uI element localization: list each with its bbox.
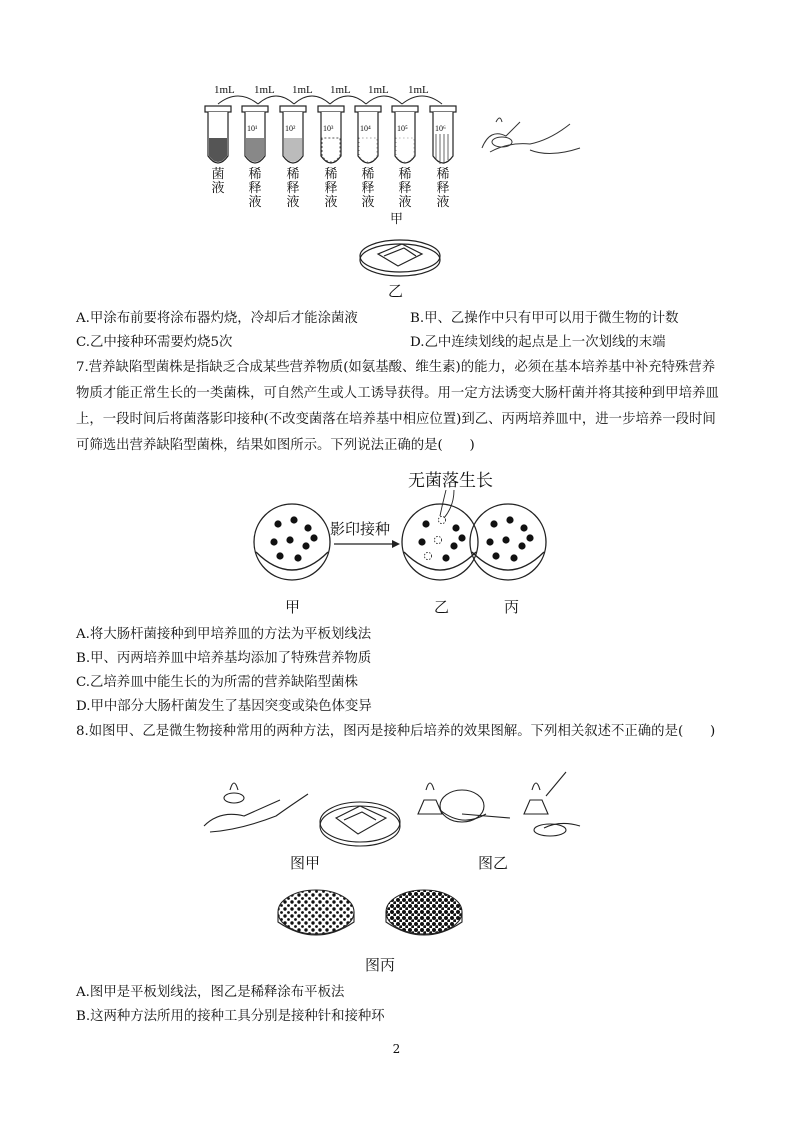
no-colony-label: 无菌落生长 (408, 471, 493, 491)
tube-column-label: 稀释液 (436, 167, 450, 210)
tube-label: 10³ (323, 124, 334, 133)
volume-label: 1mL (330, 84, 351, 96)
q7-option-c: C.乙培养皿中能生长的为所需的营养缺陷型菌株 (76, 675, 358, 690)
q6-option-a: A.甲涂布前要将涂布器灼烧，冷却后才能涂菌液 (76, 311, 358, 326)
inoculation-drawing (200, 770, 590, 860)
q7-option-a: A.将大肠杆菌接种到甲培养皿的方法为平板划线法 (76, 627, 372, 642)
figure-label-tubing: 图丙 (365, 956, 396, 974)
tube-label: 10¹ (247, 124, 258, 133)
culture-result-drawing (276, 886, 476, 948)
figure-label-tujia: 图甲 (290, 854, 321, 872)
q6-option-c: C.乙中接种环需要灼烧5次 (76, 335, 233, 350)
figure-label-jia: 甲 (390, 212, 404, 227)
volume-label: 1mL (368, 84, 389, 96)
culture-result-figure (276, 886, 476, 948)
plate-label-bing: 丙 (504, 598, 520, 616)
volume-label: 1mL (292, 84, 313, 96)
q7-stem: 7.营养缺陷型菌株是指缺乏合成某些营养物质(如氨基酸、维生素)的能力，必须在基本培养基中补充特殊营养物质才能正常生长的一类菌株，可自然产生或人工诱导获得。用一定方法诱变大肠杆菌并将其接种到甲培养皿上，一段时间后将菌落影印接种(不改变菌落在培养基中相应位置)到乙、丙两培养皿中，进一步培养一段时间可筛选出营养缺陷型菌株，结果如图所示。下列说法正确的是( ) (76, 360, 719, 453)
figure-label-yi: 乙 (388, 282, 404, 300)
tube-label: 10⁶ (435, 124, 446, 133)
volume-label: 1mL (254, 84, 275, 96)
replica-plating-drawing (250, 490, 550, 600)
tube-column-label: 稀释液 (286, 167, 300, 210)
page-number: 2 (392, 1042, 401, 1056)
q6-option-d: D.乙中连续划线的起点是上一次划线的末端 (410, 335, 666, 350)
q7-option-d: D.甲中部分大肠杆菌发生了基因突变或染色体变异 (76, 699, 372, 714)
tube-column-label: 稀释液 (361, 167, 375, 210)
q8-stem: 8.如图甲、乙是微生物接种常用的两种方法，图丙是接种后培养的效果图解。下列相关叙述不正确的是( ) (76, 724, 716, 739)
volume-label: 1mL (408, 84, 429, 96)
tube-label: 10⁴ (360, 124, 371, 133)
volume-label: 1mL (214, 84, 235, 96)
q8-option-b: B.这两种方法所用的接种工具分别是接种针和接种环 (76, 1009, 385, 1024)
tube-label: 10² (285, 124, 296, 133)
replica-arrow-label: 影印接种 (330, 520, 391, 538)
tube-column-label: 稀释液 (248, 167, 262, 210)
replica-plating-figure (250, 490, 550, 600)
inoculation-figure (200, 770, 590, 860)
plate-label-yi: 乙 (434, 598, 450, 616)
q7-option-b: B.甲、丙两培养皿中培养基均添加了特殊营养物质 (76, 651, 372, 666)
q8-option-a: A.图甲是平板划线法，图乙是稀释涂布平板法 (76, 985, 345, 1000)
q6-option-b: B.甲、乙操作中只有甲可以用于微生物的计数 (410, 311, 679, 326)
figure-label-tuyi: 图乙 (478, 854, 509, 872)
plate-label-jia: 甲 (285, 598, 301, 616)
tube-label: 10⁵ (397, 124, 408, 133)
tube-column-label: 菌液 (211, 167, 225, 196)
tube-column-label: 稀释液 (398, 167, 412, 210)
tube-column-label: 稀释液 (324, 167, 338, 210)
